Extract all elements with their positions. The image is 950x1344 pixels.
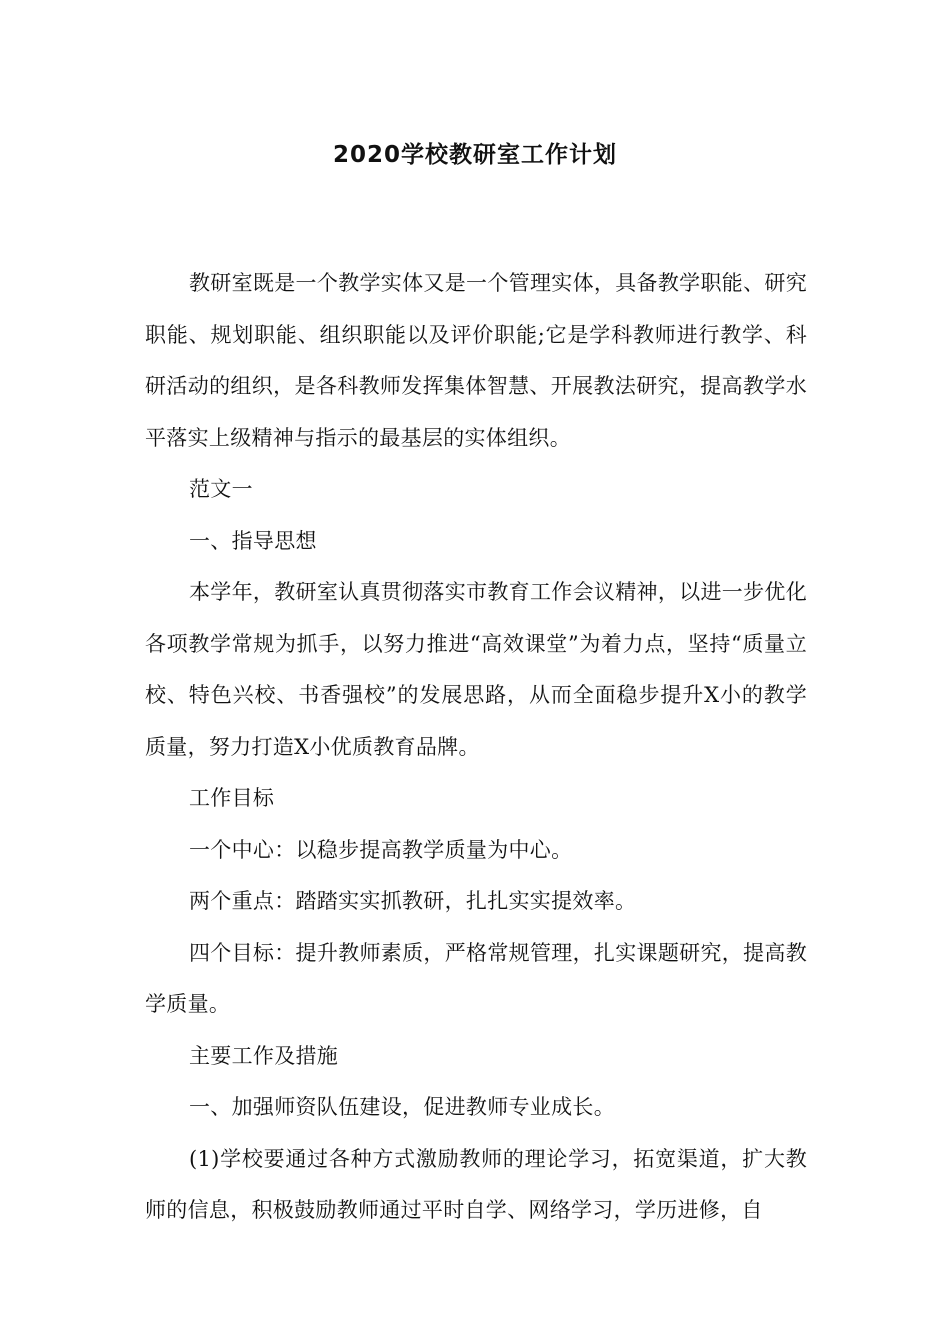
section-heading-guiding-ideology: 一、指导思想	[189, 528, 317, 553]
goal-one-center: 一个中心：以稳步提高教学质量为中心。	[189, 837, 573, 862]
goal-four-targets: 四个目标：提升教师素质，严格常规管理，扎实课题研究，提高教学质量。	[145, 940, 807, 1016]
sample-heading: 范文一	[189, 477, 253, 501]
document-title: 2020学校教研室工作计划	[332, 142, 617, 168]
document-body	[145, 258, 807, 1237]
teacher-team-paragraph: (1)学校要通过各种方式激励教师的理论学习，拓宽渠道，扩大教师的信息，积极鼓励教师通过平时自学、网络学习，学历进修，自	[145, 1146, 807, 1222]
work-goals-heading: 工作目标	[189, 786, 275, 810]
guiding-ideology-paragraph: 本学年，教研室认真贯彻落实市教育工作会议精神，以进一步优化各项教学常规为抓手，以努力推进“高效课堂”为着力点，坚持“质量立校、特色兴校、书香强校”的发展思路，从而全面稳步提升X小的教学质量，努力打造X小优质教育品牌。	[145, 580, 807, 759]
section-heading-teacher-team: 一、加强师资队伍建设，促进教师专业成长。	[189, 1095, 615, 1119]
intro-paragraph: 教研室既是一个教学实体又是一个管理实体，具备教学职能、研究职能、规划职能、组织职能以及评价职能;它是学科教师进行教学、科研活动的组织，是各科教师发挥集体智慧、开展教法研究，提高教学水平落实上级精神与指示的最基层的实体组织。	[145, 271, 807, 450]
main-work-heading: 主要工作及措施	[189, 1043, 339, 1068]
goal-two-focus: 两个重点：踏踏实实抓教研，扎扎实实提效率。	[189, 889, 637, 913]
